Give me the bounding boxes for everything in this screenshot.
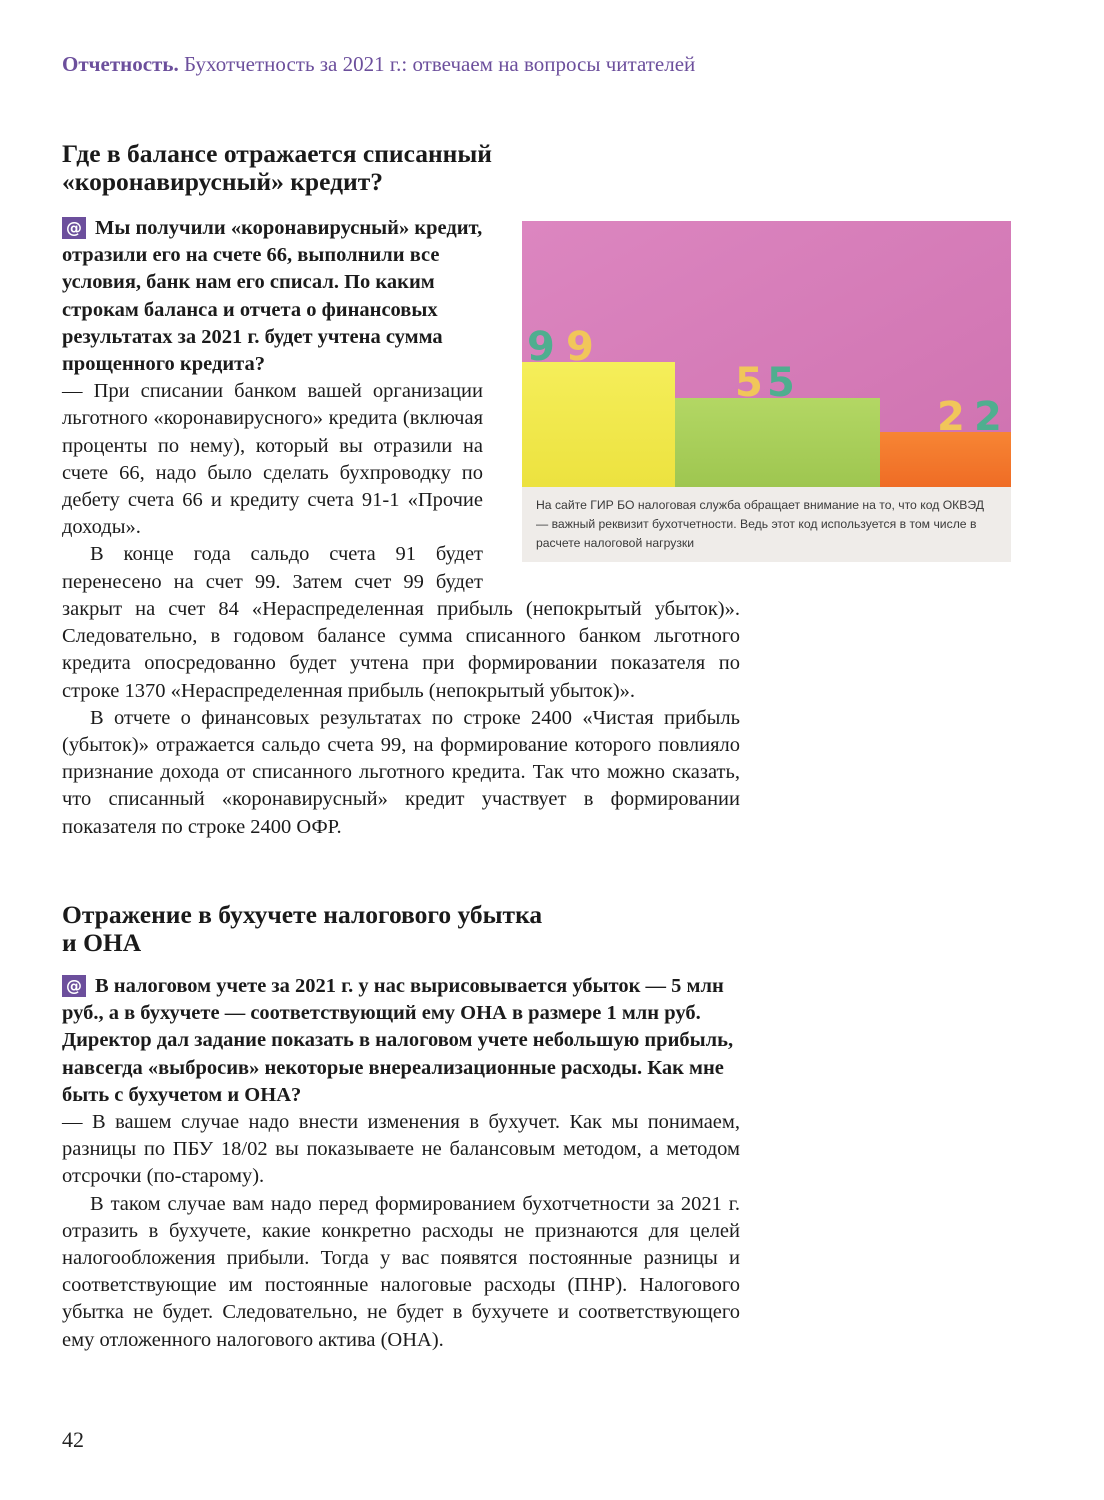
article1-body-wide [62,596,740,841]
step-orange [880,432,1011,487]
article2-heading [62,901,740,957]
photo-digits-steps [522,221,1011,487]
article1-heading-line2: «коронавирусный» кредит? [62,167,383,196]
article2-question-text: В налоговом учете за 2021 г. у нас вырисовывается убыток — 5 млн руб., а в бухучете — соответствующий ему ОНА в размере 1 млн руб. Директор дал задание показать в налоговом учете небольшую прибыль, навсегда «выбросив» некоторые внереализационные расходы. Как мне быть с бухучетом и ОНА? [62,975,734,1106]
article1-answer-p1: — При списании банком вашей организации льготного «коронавирусного» кредита (включая проценты по нему), который вы отразили на счете 66, надо было сделать бухпроводку по дебету счета 66 и кредиту счета 91-1 «Прочие доходы». [62,380,483,539]
running-head [62,52,695,77]
article1-body-narrow [62,215,483,596]
article1-heading [62,140,740,196]
article2-body [62,973,740,1354]
figure-caption: На сайте ГИР БО налоговая служба обращает внимание на то, что код ОКВЭД — важный реквизит бухотчетности. Ведь этот код используется в том числе в расчете налоговой нагрузки [522,487,1011,562]
email-question-icon: @ [62,217,86,239]
digit-5-green: 5 [767,360,795,406]
running-head-title: Бухотчетность за 2021 г.: отвечаем на вопросы читателей [183,52,696,76]
article1-answer-p2b: закрыт на счет 84 «Нераспределенная прибыль (непокрытый убыток)». Следовательно, в годовом балансе сумма списанного банком льготного кредита опосредованно будет учтена при формировании показателя по строке 1370 «Нераспределенная прибыль (непокрытый убыток)». [62,598,740,702]
article2-answer-p1: — В вашем случае надо внести изменения в бухучет. Как мы понимаем, разницы по ПБУ 18/02 вы показываете не балансовым методом, а методом отсрочки (по-старому). [62,1111,740,1188]
digit-2-yellow: 2 [937,394,965,440]
digit-9-green: 9 [527,324,555,370]
digit-9-yellow: 9 [566,324,594,370]
email-question-icon: @ [62,975,86,997]
step-green [675,398,880,487]
article1-answer-p2a: В конце года сальдо счета 91 будет перенесено на счет 99. Затем счет 99 будет [62,543,483,593]
article2-question [62,973,740,1109]
step-yellow [522,362,675,487]
article1-question [62,215,483,378]
page-number: 42 [62,1427,84,1452]
figure [522,221,1011,562]
running-head-section: Отчетность. [62,52,179,76]
digit-2-green: 2 [974,394,1002,440]
digit-5-yellow: 5 [735,360,763,406]
article1-heading-line1: Где в балансе отражается списанный [62,139,492,168]
article2-heading-line1: Отражение в бухучете налогового убытка [62,900,543,929]
article2-answer-p2: В таком случае вам надо перед формированием бухотчетности за 2021 г. отразить в бухучете, какие конкретно расходы не признаются для целей налогообложения прибыли. Тогда у вас появятся постоянные разницы и соответствующие им постоянные налоговые расходы (ПНР). Налогового убытка не будет. Следовательно, не будет в бухучете и соответствующего ему отложенного налогового актива (ОНА). [62,1192,740,1351]
article2-heading-line2: и ОНА [62,928,142,957]
article1-question-text: Мы получили «коронавирусный» кредит, отразили его на счете 66, выполнили все условия, банк нам его списал. По каким строкам баланса и отчета о финансовых результатах за 2021 г. будет учтена сумма прощенного кредита? [62,217,483,376]
article1-answer-p3: В отчете о финансовых результатах по строке 2400 «Чистая прибыль (убыток)» отражается сальдо счета 99, на формирование которого повлияло признание дохода от списанного льготного кредита. Так что можно сказать, что списанный «коронавирусный» кредит участвует в формировании показателя по строке 2400 ОФР. [62,706,740,838]
